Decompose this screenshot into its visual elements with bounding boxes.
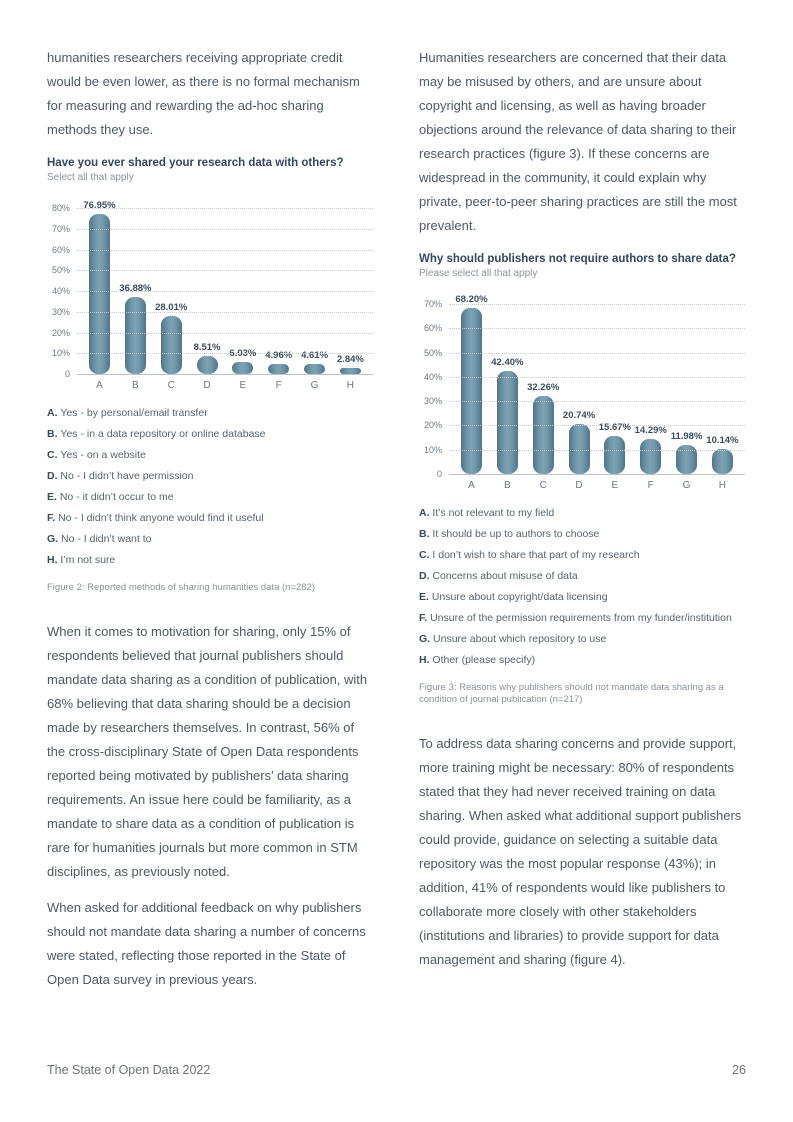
x-axis-category-label: F bbox=[275, 380, 282, 391]
legend-letter: E. bbox=[419, 591, 432, 603]
y-axis-tick-label: 10% bbox=[423, 444, 442, 455]
gridline bbox=[77, 374, 373, 375]
chart-legend bbox=[419, 507, 745, 666]
gridline bbox=[449, 353, 745, 354]
y-axis-tick-label: 60% bbox=[51, 244, 70, 255]
x-axis-category-label: E bbox=[611, 480, 619, 491]
legend-item bbox=[419, 654, 745, 666]
bar-value-label: 11.98% bbox=[670, 430, 703, 442]
legend-item bbox=[47, 407, 373, 419]
legend-letter: D. bbox=[419, 570, 433, 582]
bar-column bbox=[455, 294, 488, 474]
y-axis-tick-label: 40% bbox=[423, 371, 442, 382]
legend-letter: G. bbox=[47, 533, 62, 545]
gridline bbox=[77, 208, 373, 209]
x-axis-category-label: A bbox=[468, 480, 475, 491]
right-column bbox=[419, 46, 745, 992]
legend-letter: A. bbox=[47, 407, 61, 419]
bar-chart-plot bbox=[51, 200, 373, 379]
y-axis-tick-label: 20% bbox=[51, 327, 70, 338]
paragraph: When it comes to motivation for sharing, only 15% of respondents believed that journal publishers should mandate data sharing as a condition of publication, with 68% believing that data sharing should be a decision made by researchers themselves. In contrast, 56% of the cross-disciplinary State of Open Data respondents reported being motivated by publishers’ data sharing requirements. An issue here could be familiarity, as a mandate to share data as a condition of publication is rare for humanities journals but more common in STM disciplines, as previously noted. bbox=[47, 624, 368, 879]
legend-item bbox=[47, 533, 373, 545]
bar-value-label: 36.88% bbox=[119, 283, 152, 295]
y-axis-tick-label: 30% bbox=[51, 306, 70, 317]
gridline bbox=[77, 333, 373, 334]
x-axis-category-label: B bbox=[132, 380, 139, 391]
bar bbox=[640, 439, 661, 474]
bar bbox=[161, 316, 182, 374]
chart-title: Why should publishers not require authors to share data? bbox=[419, 253, 736, 265]
x-axis-category-label: G bbox=[310, 380, 319, 391]
bar-column bbox=[706, 435, 739, 474]
bar-value-label: 28.01% bbox=[155, 301, 188, 313]
y-axis-tick-label: 50% bbox=[423, 347, 442, 358]
legend-item bbox=[47, 470, 373, 482]
bar bbox=[712, 449, 733, 474]
x-axis-category-label: A bbox=[96, 380, 103, 391]
legend-text: No - I didn’t think anyone would find it useful bbox=[58, 512, 264, 524]
legend-text: No - it didn’t occur to me bbox=[59, 491, 174, 503]
y-axis-tick-label: 80% bbox=[51, 203, 70, 213]
left-column bbox=[47, 46, 373, 992]
bar bbox=[197, 356, 218, 374]
legend-item bbox=[419, 591, 745, 603]
bar bbox=[125, 297, 146, 374]
bars-container bbox=[449, 294, 745, 474]
legend-text: It’s not relevant to my field bbox=[432, 507, 555, 519]
bar-column bbox=[193, 342, 221, 374]
gridline bbox=[77, 229, 373, 230]
bar-value-label: 32.26% bbox=[527, 381, 560, 393]
figure-3-chart bbox=[419, 252, 745, 706]
chart-subtitle: Please select all that apply bbox=[419, 268, 538, 279]
gridline bbox=[449, 328, 745, 329]
x-axis-category-label: C bbox=[167, 380, 175, 391]
legend-text: It should be up to authors to choose bbox=[432, 528, 600, 540]
paragraph: Humanities researchers are concerned that their data may be misused by others, and are unsure about copyright and licensing, as well as having broader objections around the relevance of data sharing to their research practices (figure 3). If these concerns are widespread in the community, it could explain why private, peer-to-peer sharing practices are still the most prevalent. bbox=[419, 50, 737, 233]
paragraph: humanities researchers receiving appropriate credit would be even lower, as there is no formal mechanism for measuring and rewarding the ad-hoc sharing methods they use. bbox=[47, 50, 360, 137]
figure-caption: Figure 3: Reasons why publishers should not mandate data sharing as a condition of journal publication (n=217) bbox=[419, 682, 724, 705]
legend-text: Yes - by personal/email transfer bbox=[60, 407, 208, 419]
legend-letter: A. bbox=[419, 507, 433, 519]
bar-value-label: 6.03% bbox=[229, 347, 257, 359]
x-axis-category-label: D bbox=[203, 380, 211, 391]
y-axis-tick-label: 30% bbox=[423, 396, 442, 407]
bar-chart-plot bbox=[423, 294, 745, 479]
legend-letter: B. bbox=[419, 528, 433, 540]
legend-item bbox=[47, 449, 373, 461]
bar-column bbox=[83, 200, 116, 374]
bar bbox=[304, 364, 325, 374]
y-axis-tick-label: 50% bbox=[51, 265, 70, 276]
y-axis-tick-label: 20% bbox=[423, 420, 442, 431]
gridline bbox=[449, 474, 745, 475]
chart-legend bbox=[47, 407, 373, 566]
legend-letter: E. bbox=[47, 491, 60, 503]
legend-text: Unsure about copyright/data licensing bbox=[431, 591, 608, 603]
legend-letter: H. bbox=[47, 554, 61, 566]
chart-subtitle: Select all that apply bbox=[47, 172, 134, 183]
legend-text: Yes - on a website bbox=[60, 449, 146, 461]
bar-column bbox=[562, 409, 596, 474]
x-axis-labels bbox=[77, 380, 373, 391]
gridline bbox=[77, 250, 373, 251]
bar-value-label: 15.67% bbox=[598, 421, 631, 433]
legend-letter: H. bbox=[419, 654, 433, 666]
bar bbox=[232, 362, 253, 375]
legend-item bbox=[419, 528, 745, 540]
bar-column bbox=[229, 347, 257, 375]
legend-letter: C. bbox=[47, 449, 61, 461]
gridline bbox=[449, 377, 745, 378]
legend-text: No - I didn’t want to bbox=[61, 533, 152, 545]
page-footer bbox=[47, 1063, 746, 1077]
bar bbox=[268, 364, 289, 374]
gridline bbox=[449, 304, 745, 305]
bar-value-label: 20.74% bbox=[562, 409, 596, 421]
gridline bbox=[449, 450, 745, 451]
legend-item bbox=[47, 428, 373, 440]
legend-text: Unsure about which repository to use bbox=[433, 633, 607, 645]
bar-column bbox=[336, 354, 364, 374]
legend-letter: F. bbox=[419, 612, 431, 624]
x-axis-category-label: G bbox=[682, 480, 691, 491]
legend-item bbox=[419, 549, 745, 561]
figure-caption: Figure 2: Reported methods of sharing humanities data (n=282) bbox=[47, 582, 316, 593]
bar-column bbox=[119, 283, 152, 374]
bar-value-label: 76.95% bbox=[83, 200, 116, 212]
x-axis-labels bbox=[449, 480, 745, 491]
bar-value-label: 10.14% bbox=[706, 435, 739, 447]
page-number: 26 bbox=[732, 1063, 746, 1077]
x-axis-category-label: H bbox=[346, 380, 355, 391]
bar-column bbox=[670, 430, 703, 474]
bar-value-label: 4.96% bbox=[265, 349, 293, 361]
legend-item bbox=[419, 633, 745, 645]
gridline bbox=[77, 291, 373, 292]
legend-item bbox=[419, 570, 745, 582]
gridline bbox=[449, 401, 745, 402]
bar-value-label: 68.20% bbox=[455, 294, 488, 306]
legend-letter: D. bbox=[47, 470, 61, 482]
bar-value-label: 4.61% bbox=[301, 350, 329, 362]
legend-text: Unsure of the permission requirements from my funder/institution bbox=[430, 612, 732, 624]
x-axis-category-label: E bbox=[239, 380, 247, 391]
bar bbox=[497, 371, 518, 474]
bar bbox=[533, 396, 554, 474]
legend-letter: B. bbox=[47, 428, 61, 440]
x-axis-category-label: C bbox=[539, 480, 547, 491]
gridline bbox=[449, 425, 745, 426]
y-axis-tick-label: 70% bbox=[51, 223, 70, 234]
y-axis-tick-label: 0 bbox=[64, 369, 70, 379]
gridline bbox=[77, 270, 373, 271]
legend-item bbox=[419, 612, 745, 624]
bar bbox=[604, 436, 625, 474]
x-axis-category-label: F bbox=[647, 480, 654, 491]
bar-value-label: 14.29% bbox=[634, 425, 667, 437]
bar-value-label: 2.84% bbox=[336, 354, 364, 366]
y-axis-tick-label: 0 bbox=[436, 469, 442, 479]
x-axis-category-label: D bbox=[575, 480, 583, 491]
x-axis-category-label: B bbox=[504, 480, 511, 491]
legend-text: No - I didn’t have permission bbox=[60, 470, 194, 482]
legend-item bbox=[47, 554, 373, 566]
legend-letter: F. bbox=[47, 512, 59, 524]
legend-text: Concerns about misuse of data bbox=[432, 570, 578, 582]
paragraph: When asked for additional feedback on why publishers should not mandate data sharing a number of concerns were stated, reflecting those reported in the State of Open Data survey in previous years. bbox=[47, 900, 366, 987]
legend-text: I don’t wish to share that part of my research bbox=[432, 549, 640, 561]
bar-column bbox=[527, 381, 560, 474]
legend-text: Yes - in a data repository or online database bbox=[60, 428, 266, 440]
legend-text: Other (please specify) bbox=[432, 654, 536, 666]
legend-item bbox=[419, 507, 745, 519]
bar-column bbox=[598, 421, 631, 474]
bar-value-label: 8.51% bbox=[193, 342, 221, 354]
y-axis-tick-label: 40% bbox=[51, 286, 70, 296]
figure-2-chart bbox=[47, 156, 373, 594]
two-column-layout bbox=[47, 46, 745, 992]
x-axis-category-label: H bbox=[718, 480, 727, 491]
bar-column bbox=[491, 357, 524, 474]
legend-item bbox=[47, 491, 373, 503]
gridline bbox=[77, 312, 373, 313]
bar bbox=[89, 214, 110, 374]
gridline bbox=[77, 353, 373, 354]
bar-value-label: 42.40% bbox=[491, 357, 524, 369]
legend-item bbox=[47, 512, 373, 524]
y-axis-tick-label: 10% bbox=[51, 348, 70, 359]
legend-letter: G. bbox=[419, 633, 434, 645]
legend-letter: C. bbox=[419, 549, 433, 561]
legend-text: I’m not sure bbox=[60, 554, 116, 566]
footer-report-title: The State of Open Data 2022 bbox=[47, 1063, 211, 1077]
y-axis-tick-label: 60% bbox=[423, 323, 442, 334]
chart-title: Have you ever shared your research data with others? bbox=[47, 157, 344, 169]
paragraph: To address data sharing concerns and provide support, more training might be necessary: 80% of respondents stated that they had never received training on data sharing. When asked what additional support publishers could provide, guidance on selecting a suitable data repository was the most popular response (43%); in addition, 41% of respondents would like publishers to collaborate more closely with other stakeholders (institutions and libraries) to provide support for data management and sharing (figure 4). bbox=[419, 736, 742, 967]
y-axis-tick-label: 70% bbox=[423, 299, 442, 309]
